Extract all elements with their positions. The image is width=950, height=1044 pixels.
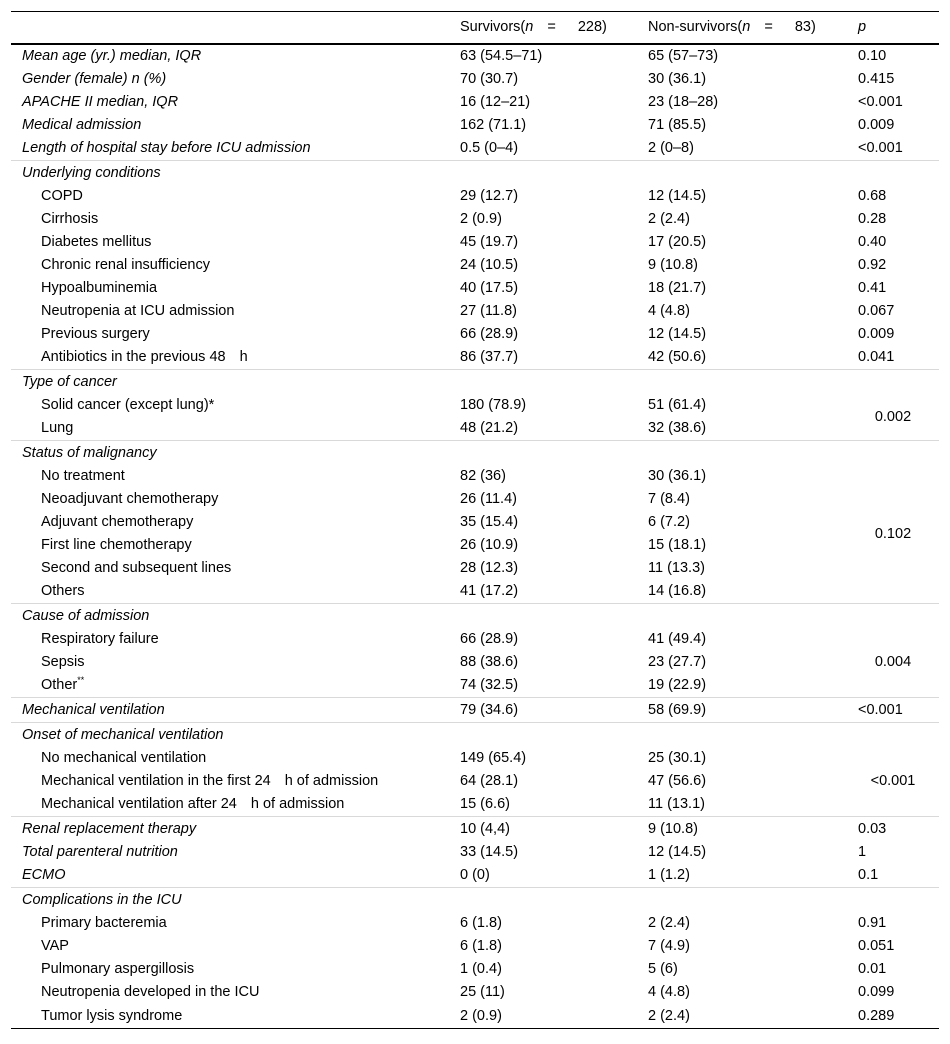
survivors-cell: 15 (6.6) xyxy=(460,796,510,812)
nonsurvivors-cell: 25 (30.1) xyxy=(648,750,707,766)
survivors-cell: 41 (17.2) xyxy=(460,583,519,599)
survivors-cell: 16 (12–21) xyxy=(460,94,531,110)
survivors-eq: = xyxy=(547,19,556,36)
p-cell: 0.067 xyxy=(858,303,895,319)
nonsurvivors-cell: 32 (38.6) xyxy=(648,420,707,436)
row-label: Length of hospital stay before ICU admission xyxy=(22,140,311,156)
nonsurvivors-eq: = xyxy=(764,19,773,36)
nonsurvivors-cell: 30 (36.1) xyxy=(648,468,707,484)
nonsurvivors-cell: 58 (69.9) xyxy=(637,697,847,722)
footnote-marker: ** xyxy=(77,675,85,686)
p-cell: 0.41 xyxy=(858,280,887,296)
p-cell: 0.03 xyxy=(847,816,939,841)
table-row xyxy=(11,91,939,114)
nonsurvivors-cell: 12 (14.5) xyxy=(648,326,707,342)
row-label: Gender (female) n (%) xyxy=(22,71,167,87)
row-label xyxy=(11,793,449,817)
survivors-cell: 27 (11.8) xyxy=(460,303,517,319)
nonsurvivors-n-var: n xyxy=(742,19,751,36)
table-row xyxy=(11,346,939,370)
header-nonsurvivors xyxy=(637,12,847,44)
table-row xyxy=(11,534,939,557)
survivors-cell: 26 (10.9) xyxy=(460,537,519,553)
nonsurvivors-cell: 30 (36.1) xyxy=(648,71,707,87)
survivors-cell: 63 (54.5–71) xyxy=(460,48,543,64)
survivors-cell: 79 (34.6) xyxy=(449,697,637,722)
table-row xyxy=(11,511,939,534)
row-label: ECMO xyxy=(22,867,66,883)
section-heading: Status of malignancy xyxy=(11,440,939,465)
row-label: Others xyxy=(41,583,85,599)
nonsurvivors-cell: 14 (16.8) xyxy=(648,583,707,599)
row-label: Mechanical ventilation xyxy=(11,697,449,722)
nonsurvivors-cell: 9 (10.8) xyxy=(648,257,698,273)
p-cell: 0.68 xyxy=(858,188,887,204)
row-label-part: Antibiotics in the previous 48 xyxy=(41,349,226,365)
table-row xyxy=(11,1004,939,1029)
row-label: Diabetes mellitus xyxy=(41,234,152,250)
p-cell-merged: 0.004 xyxy=(874,654,912,670)
row-label: Tumor lysis syndrome xyxy=(11,1004,449,1029)
row-label: Medical admission xyxy=(22,117,142,133)
nonsurvivors-cell: 19 (22.9) xyxy=(648,677,707,693)
survivors-cell: 40 (17.5) xyxy=(460,280,519,296)
nonsurvivors-cell: 71 (85.5) xyxy=(648,117,707,133)
p-cell: 0.1 xyxy=(858,867,879,883)
survivors-cell: 74 (32.5) xyxy=(460,677,519,693)
header-label-col xyxy=(11,12,449,44)
table-row xyxy=(11,841,939,864)
nonsurvivors-cell: 42 (50.6) xyxy=(648,349,707,365)
nonsurvivors-cell: 6 (7.2) xyxy=(648,514,690,530)
table-row xyxy=(11,137,939,161)
table-row xyxy=(11,958,939,981)
table-row xyxy=(11,300,939,323)
p-cell: 0.009 xyxy=(858,117,895,133)
nonsurvivors-cell: 9 (10.8) xyxy=(637,816,847,841)
survivors-cell: 1 (0.4) xyxy=(460,961,502,977)
survivors-cell: 149 (65.4) xyxy=(460,750,527,766)
table-row xyxy=(11,864,939,888)
row-label: Primary bacteremia xyxy=(41,915,167,931)
row-label: Renal replacement therapy xyxy=(11,816,449,841)
p-label: p xyxy=(858,19,867,36)
survivors-cell: 35 (15.4) xyxy=(460,514,519,530)
table-row xyxy=(11,208,939,231)
row-label: Hypoalbuminemia xyxy=(41,280,158,296)
survivors-cell: 6 (1.8) xyxy=(460,938,502,954)
row-label: Cirrhosis xyxy=(41,211,99,227)
table-row xyxy=(11,254,939,277)
nonsurvivors-cell: 47 (56.6) xyxy=(648,773,707,789)
row-label-unit: h xyxy=(239,349,248,365)
p-cell: <0.001 xyxy=(858,140,903,156)
nonsurvivors-cell: 12 (14.5) xyxy=(648,188,707,204)
section-heading: Complications in the ICU xyxy=(11,887,939,912)
row-label xyxy=(11,770,449,793)
p-cell: 0.10 xyxy=(858,48,887,64)
survivors-cell: 0.5 (0–4) xyxy=(460,140,519,156)
table-header-row xyxy=(11,12,939,44)
nonsurvivors-cell: 65 (57–73) xyxy=(648,48,719,64)
table-row xyxy=(11,394,939,417)
survivors-cell: 33 (14.5) xyxy=(460,844,519,860)
nonsurvivors-cell: 12 (14.5) xyxy=(648,844,707,860)
section-heading: Cause of admission xyxy=(11,603,939,628)
nonsurvivors-cell: 51 (61.4) xyxy=(648,397,707,413)
table-row xyxy=(11,674,939,698)
survivors-cell: 25 (11) xyxy=(460,984,505,1000)
survivors-n-value: 228) xyxy=(577,19,607,36)
nonsurvivors-cell: 15 (18.1) xyxy=(648,537,707,553)
nonsurvivors-cell: 2 (2.4) xyxy=(648,915,690,931)
nonsurvivors-cell: 7 (4.9) xyxy=(648,938,690,954)
row-label: Pulmonary aspergillosis xyxy=(41,961,195,977)
row-label-unit: h of admission xyxy=(284,773,379,789)
section-heading-row xyxy=(11,722,939,747)
survivors-cell: 2 (0.9) xyxy=(460,211,502,227)
p-cell-merged: 0.102 xyxy=(874,525,912,542)
p-cell: 0.289 xyxy=(847,1004,939,1029)
row-label: Previous surgery xyxy=(41,326,150,342)
table-row xyxy=(11,651,939,674)
p-cell: 0.28 xyxy=(858,211,887,227)
table-row xyxy=(11,323,939,346)
survivors-cell: 0 (0) xyxy=(460,867,490,883)
row-label: Sepsis xyxy=(41,654,85,670)
table-row xyxy=(11,44,939,68)
row-label xyxy=(11,346,449,370)
nonsurvivors-cell: 4 (4.8) xyxy=(648,984,690,1000)
table-row xyxy=(11,981,939,1004)
section-heading-row xyxy=(11,369,939,394)
table-row xyxy=(11,770,939,793)
survivors-cell: 70 (30.7) xyxy=(460,71,519,87)
table-row xyxy=(11,417,939,441)
table-row xyxy=(11,935,939,958)
survivors-cell: 2 (0.9) xyxy=(449,1004,637,1029)
nonsurvivors-cell: 2 (0–8) xyxy=(648,140,694,156)
table-row xyxy=(11,793,939,817)
row-label: COPD xyxy=(41,188,83,204)
p-cell: 0.041 xyxy=(858,349,895,365)
row-label: Respiratory failure xyxy=(41,631,159,647)
table-row xyxy=(11,697,939,722)
survivors-cell: 86 (37.7) xyxy=(460,349,519,365)
survivors-cell: 48 (21.2) xyxy=(460,420,519,436)
table-row xyxy=(11,747,939,770)
section-heading: Underlying conditions xyxy=(11,160,939,185)
survivors-cell: 82 (36) xyxy=(460,468,506,484)
survivors-cell: 45 (19.7) xyxy=(460,234,519,250)
survivors-n-var: n xyxy=(525,19,534,36)
row-label: Lung xyxy=(41,420,74,436)
table-row xyxy=(11,277,939,300)
table-row xyxy=(11,68,939,91)
section-heading: Type of cancer xyxy=(11,369,939,394)
survivors-cell: 29 (12.7) xyxy=(460,188,519,204)
nonsurvivors-cell: 1 (1.2) xyxy=(648,867,690,883)
p-cell: 1 xyxy=(858,844,867,860)
nonsurvivors-cell: 23 (18–28) xyxy=(648,94,719,110)
row-label: Adjuvant chemotherapy xyxy=(41,514,194,530)
row-label: First line chemotherapy xyxy=(41,537,192,553)
section-heading-row xyxy=(11,440,939,465)
row-label: Mean age (yr.) median, IQR xyxy=(22,48,202,64)
survivors-cell: 66 (28.9) xyxy=(460,631,519,647)
table-container xyxy=(11,11,939,1029)
header-survivors xyxy=(449,12,637,44)
nonsurvivors-cell: 18 (21.7) xyxy=(648,280,707,296)
nonsurvivors-cell: 2 (2.4) xyxy=(637,1004,847,1029)
section-heading-row xyxy=(11,160,939,185)
nonsurvivors-cell: 17 (20.5) xyxy=(648,234,707,250)
survivors-cell: 10 (4,4) xyxy=(449,816,637,841)
row-label: Neutropenia developed in the ICU xyxy=(41,984,260,1000)
table-row xyxy=(11,114,939,137)
section-heading-row xyxy=(11,887,939,912)
characteristics-table xyxy=(11,11,939,1029)
table-row xyxy=(11,816,939,841)
row-label-text: Other xyxy=(41,677,78,693)
row-label: Solid cancer (except lung)* xyxy=(41,397,215,413)
row-label: Neoadjuvant chemotherapy xyxy=(41,491,219,507)
survivors-cell: 26 (11.4) xyxy=(460,491,517,507)
nonsurvivors-cell: 23 (27.7) xyxy=(648,654,707,670)
p-cell-merged: <0.001 xyxy=(870,773,916,789)
row-label: Total parenteral nutrition xyxy=(22,844,178,860)
table-row xyxy=(11,628,939,651)
row-label xyxy=(11,674,449,698)
table-row xyxy=(11,557,939,580)
survivors-cell: 162 (71.1) xyxy=(460,117,527,133)
table-row xyxy=(11,580,939,604)
row-label: Chronic renal insufficiency xyxy=(41,257,210,273)
section-heading-row xyxy=(11,603,939,628)
p-cell: 0.099 xyxy=(858,984,895,1000)
nonsurvivors-cell: 41 (49.4) xyxy=(648,631,707,647)
row-label-unit: h of admission xyxy=(250,796,345,812)
row-label: Second and subsequent lines xyxy=(41,560,232,576)
nonsurvivors-cell: 11 (13.1) xyxy=(648,796,705,812)
survivors-cell: 24 (10.5) xyxy=(460,257,519,273)
survivors-cell: 180 (78.9) xyxy=(460,397,527,413)
nonsurvivors-cell: 4 (4.8) xyxy=(648,303,690,319)
p-cell-merged: 0.002 xyxy=(874,408,912,425)
p-cell: 0.009 xyxy=(858,326,895,342)
p-cell: 0.40 xyxy=(858,234,887,250)
table-row xyxy=(11,465,939,488)
row-label-part: Mechanical ventilation after 24 xyxy=(41,796,237,812)
row-label: Neutropenia at ICU admission xyxy=(41,303,235,319)
table-row xyxy=(11,231,939,254)
p-cell: 0.415 xyxy=(858,71,895,87)
row-label: VAP xyxy=(41,938,69,954)
survivors-label: Survivors( xyxy=(460,19,526,36)
p-cell: 0.051 xyxy=(858,938,895,954)
p-cell: 0.92 xyxy=(858,257,887,273)
row-label: No mechanical ventilation xyxy=(41,750,207,766)
nonsurvivors-cell: 7 (8.4) xyxy=(648,491,690,507)
survivors-cell: 28 (12.3) xyxy=(460,560,519,576)
survivors-cell: 88 (38.6) xyxy=(460,654,519,670)
row-label-part: Mechanical ventilation in the first 24 xyxy=(41,773,271,789)
survivors-cell: 66 (28.9) xyxy=(460,326,519,342)
nonsurvivors-n-value: 83) xyxy=(794,19,816,36)
nonsurvivors-cell: 2 (2.4) xyxy=(648,211,690,227)
p-cell: <0.001 xyxy=(858,94,903,110)
survivors-cell: 6 (1.8) xyxy=(460,915,502,931)
p-cell: 0.01 xyxy=(858,961,887,977)
nonsurvivors-cell: 11 (13.3) xyxy=(648,560,705,576)
nonsurvivors-cell: 5 (6) xyxy=(648,961,678,977)
row-label: No treatment xyxy=(41,468,125,484)
nonsurvivors-label: Non-survivors( xyxy=(648,19,743,36)
table-row xyxy=(11,912,939,935)
p-cell: 0.91 xyxy=(858,915,887,931)
row-label: APACHE II median, IQR xyxy=(22,94,179,110)
p-cell: <0.001 xyxy=(847,697,939,722)
survivors-cell: 64 (28.1) xyxy=(460,773,519,789)
table-row xyxy=(11,488,939,511)
section-heading: Onset of mechanical ventilation xyxy=(11,722,939,747)
table-row xyxy=(11,185,939,208)
header-p xyxy=(847,12,939,44)
